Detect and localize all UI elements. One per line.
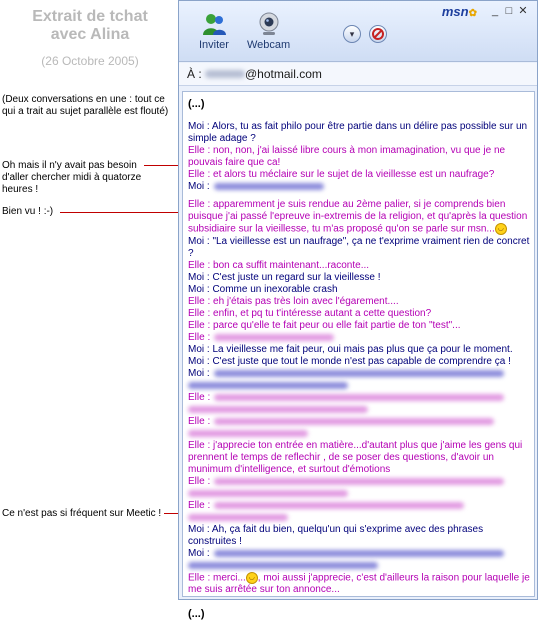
message-text: Elle : non, non, j'ai laissé libre cours à mon imamagination, vu que je ne pouvais faire que ca! xyxy=(188,145,506,168)
block-icon xyxy=(370,26,386,42)
msn-butterfly-icon: ✿ xyxy=(468,8,477,19)
chat-message xyxy=(188,145,530,169)
invite-label: Inviter xyxy=(199,39,229,51)
chat-message xyxy=(188,524,530,548)
message-text: Moi : xyxy=(188,181,210,192)
block-button[interactable] xyxy=(369,25,387,43)
message-text: Moi : xyxy=(188,367,210,379)
webcam-icon xyxy=(255,11,283,37)
chat-message xyxy=(188,392,530,416)
blurred-text xyxy=(188,514,288,521)
chat-message xyxy=(188,368,530,392)
webcam-button[interactable] xyxy=(247,11,290,51)
blurred-text xyxy=(214,370,504,377)
wink-smiley-icon: ◡ xyxy=(495,223,507,235)
message-text: Elle : et alors tu méclaire sur le sujet de la vieillesse est un naufrage? xyxy=(188,169,495,180)
message-list xyxy=(188,121,530,596)
chat-ellipsis-end: (...) xyxy=(188,608,205,620)
blurred-text xyxy=(188,490,348,497)
blurred-text xyxy=(214,394,504,401)
webcam-label: Webcam xyxy=(247,39,291,51)
message-text: Elle : xyxy=(188,415,211,427)
connector-line xyxy=(60,212,182,213)
recipient-email: @hotmail.com xyxy=(245,67,322,81)
chat-ellipsis-start: (...) xyxy=(188,98,205,110)
more-options-button[interactable] xyxy=(343,25,361,43)
message-text: Moi : Ah, ça fait du bien, quelqu'un qui s'exprime avec des phrases construites ! xyxy=(188,523,484,547)
message-text: Elle : xyxy=(188,499,211,511)
message-text: Elle : xyxy=(188,391,211,403)
chat-message xyxy=(188,320,530,332)
invite-button[interactable] xyxy=(199,11,229,51)
note-bien-vu: Bien vu ! :-) xyxy=(2,206,54,217)
chat-message xyxy=(188,199,530,236)
chat-message xyxy=(188,344,530,356)
maximize-icon: □ xyxy=(505,5,513,17)
chat-message xyxy=(188,296,530,308)
blurred-text xyxy=(214,550,504,557)
chat-message xyxy=(188,356,530,368)
chat-message xyxy=(188,236,530,260)
message-text: Elle : enfin, et pq tu t'intéresse autant a cette question? xyxy=(188,307,432,319)
chat-message xyxy=(188,332,530,344)
chat-message xyxy=(188,500,530,524)
msn-chat-window xyxy=(178,0,538,620)
message-text: Moi : C'est juste que tout le monde n'est pas capable de comprendre ça ! xyxy=(188,355,511,367)
chat-message xyxy=(188,121,530,145)
chat-message xyxy=(188,169,530,181)
message-text: Elle : bon ca suffit maintenant...raconte... xyxy=(188,259,370,271)
message-text: Elle : parce qu'elle te fait peur ou elle fait partie de ton "test"... xyxy=(188,319,461,331)
msn-logo xyxy=(442,4,477,19)
message-text-cont: , moi aussi j'apprecie, c'est d'ailleurs la raison pour laquelle je me suis arrêtée sur ton annonce... xyxy=(188,572,530,596)
message-text: Elle : j'apprecie ton entrée en matière...d'autant plus que j'aime les gens qui prennent le temps de reflechir , de se poser des questions, d'avoir un munimum d'intelligence, et surtout d'émotions xyxy=(188,439,523,475)
blurred-text xyxy=(188,406,368,413)
recipient-bar xyxy=(179,63,537,86)
chat-message xyxy=(188,548,530,572)
to-label: À : xyxy=(187,67,202,81)
page-title xyxy=(0,8,180,44)
page-date: (26 Octobre 2005) xyxy=(41,54,139,68)
wink-smiley-icon: ◡ xyxy=(246,572,258,584)
minimize-button[interactable] xyxy=(489,5,501,17)
chat-message xyxy=(188,308,530,320)
maximize-button[interactable] xyxy=(503,5,515,17)
chat-message xyxy=(188,181,530,193)
connector-line xyxy=(144,165,182,166)
blurred-text xyxy=(214,418,494,425)
blurred-text xyxy=(214,478,504,485)
title-line-1: Extrait de tchat xyxy=(32,8,148,25)
blurred-text xyxy=(188,562,378,569)
chat-history[interactable] xyxy=(182,91,535,620)
chat-message xyxy=(188,272,530,284)
chat-message xyxy=(188,476,530,500)
chat-content xyxy=(188,98,530,620)
chat-message xyxy=(188,416,530,440)
message-text: Elle : eh j'étais pas très loin avec l'égarement.... xyxy=(188,295,399,307)
message-text: Moi : Alors, tu as fait philo pour être partie dans un délire pas possible sur un simple adage ? xyxy=(188,121,528,144)
title-line-2: avec Alina xyxy=(50,26,130,43)
note-meetic: Ce n'est pas si fréquent sur Meetic ! xyxy=(2,508,162,519)
blurred-text xyxy=(214,502,464,509)
message-text: Elle : xyxy=(188,331,211,343)
note-midi: Oh mais il n'y avait pas besoin d'aller chercher midi à quatorze heures ! xyxy=(2,160,142,195)
message-text: Moi : C'est juste un regard sur la vieillesse ! xyxy=(188,271,381,283)
blurred-text xyxy=(188,430,308,437)
chevron-down-icon: ▾ xyxy=(349,29,355,39)
toolbar xyxy=(179,1,537,62)
message-text: Moi : Comme un inexorable crash xyxy=(188,283,338,295)
blurred-text xyxy=(214,183,324,190)
blurred-text xyxy=(214,334,334,341)
blurred-text xyxy=(188,382,348,389)
chat-message xyxy=(188,284,530,296)
close-button[interactable] xyxy=(517,5,529,17)
redacted-username xyxy=(205,70,245,78)
message-text: Elle : xyxy=(188,475,211,487)
message-text: Moi : "La vieillesse est un naufrage", ça ne t'exprime vraiment rien de concret ? xyxy=(188,235,530,259)
message-text: Moi : La vieillesse me fait peur, oui mais pas plus que ça pour le moment. xyxy=(188,343,513,355)
message-text: Moi : xyxy=(188,547,210,559)
message-text: Elle : apparemment je suis rendue au 2ème palier, si je comprends bien puisque j'ai passé l'epreuve in-extremis de la religion, et qu'après la question subsidiaire sur la vieillesse, tu m'as proposé qu'on se parle sur msn... xyxy=(188,199,528,235)
invite-users-icon xyxy=(200,11,228,37)
chat-message xyxy=(188,260,530,272)
msn-brand-text: msn xyxy=(441,4,469,19)
note-blur-explanation: (Deux conversations en une : tout ce qui a trait au sujet parallèle est flouté) xyxy=(2,94,169,117)
close-icon: ✕ xyxy=(518,5,528,17)
chat-message xyxy=(188,572,530,597)
minimize-icon: _ xyxy=(491,5,499,17)
message-text: Elle : merci... xyxy=(188,572,246,584)
chat-message xyxy=(188,440,530,476)
